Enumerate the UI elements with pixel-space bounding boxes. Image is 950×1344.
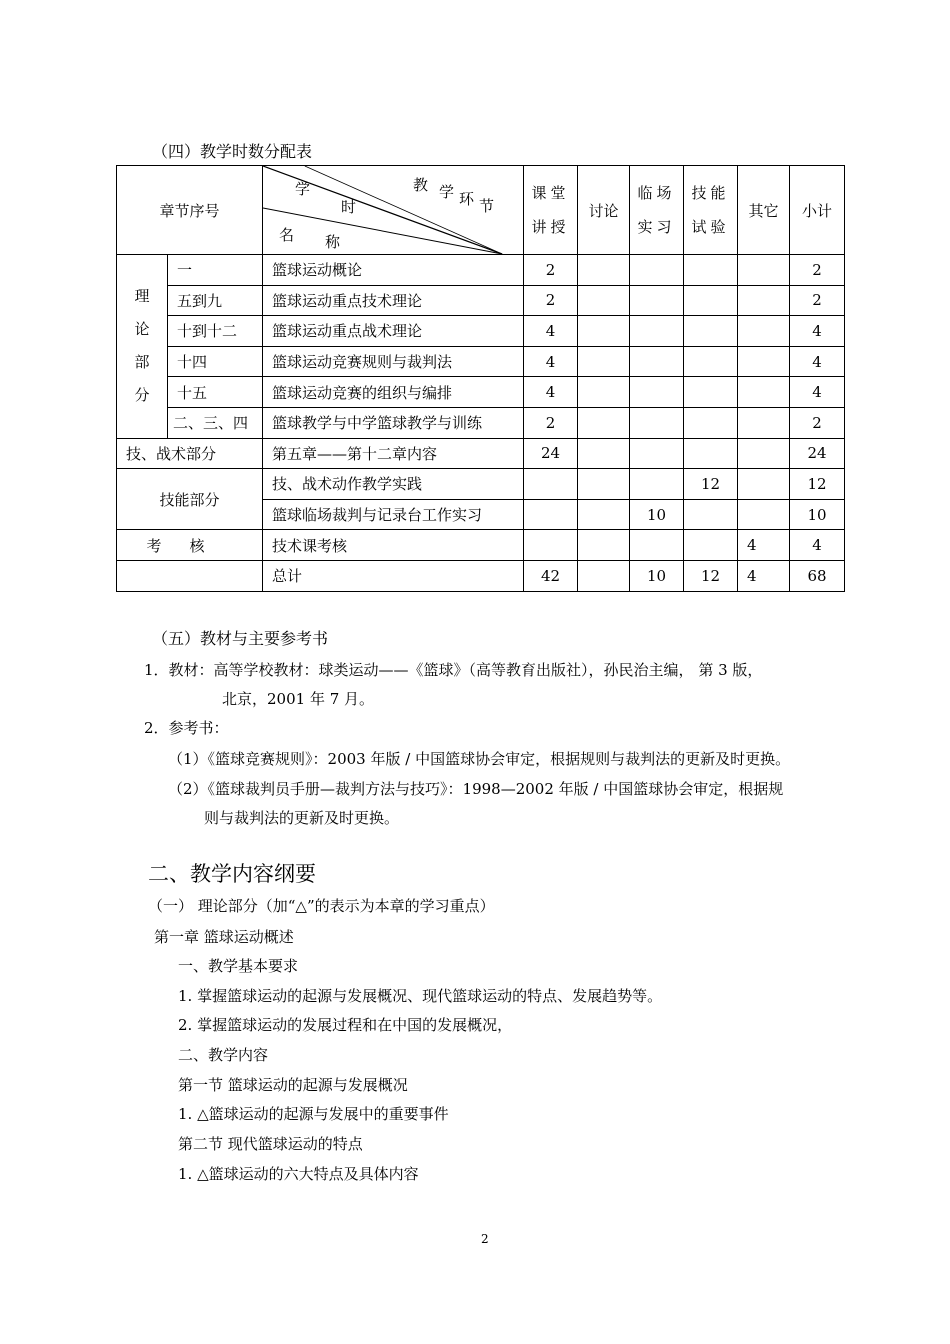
chapter-number: 十到十二 [168, 316, 263, 347]
total-lecture: 42 [524, 560, 578, 591]
table-row [117, 316, 845, 347]
total-other: 4 [738, 560, 790, 591]
ref2-title: 2．参考书： [144, 719, 229, 737]
lecture-hours: 4 [524, 316, 578, 347]
part2-title: 二、教学内容纲要 [148, 862, 316, 886]
diag-word-xue: 学 [295, 180, 311, 198]
chapter-name: 第五章——第十二章内容 [263, 438, 524, 469]
chapter-number: 十五 [168, 377, 263, 408]
skill-group-label: 技能部分 [117, 469, 263, 530]
header-lecture-line2: 讲授 [531, 218, 570, 236]
section2-item: 1. △篮球运动的六大特点及具体内容 [178, 1165, 419, 1183]
table-row [117, 377, 845, 408]
header-lecture-line1: 课堂 [531, 184, 570, 202]
part2-subtitle: （一） 理论部分（加“△”的表示为本章的学习重点） [148, 897, 495, 915]
header-chapter-number: 章节序号 [117, 166, 263, 255]
teaching-hours-table [116, 165, 845, 592]
chapter-name: 篮球运动重点技术理论 [263, 285, 524, 316]
chapter-number: 十四 [168, 346, 263, 377]
subtotal-hours: 2 [790, 255, 845, 286]
header-lecture [524, 166, 578, 255]
field-practice-hours: 10 [630, 499, 684, 530]
table-row [117, 285, 845, 316]
lecture-hours: 4 [524, 346, 578, 377]
chapter-name: 篮球运动竞赛的组织与编排 [263, 377, 524, 408]
total-label: 总计 [263, 560, 524, 591]
ref2-item2-line2: 则与裁判法的更新及时更换。 [204, 809, 400, 827]
ref2-item2-line1: （2）《篮球裁判员手册—裁判方法与技巧》：1998—2002 年版 / 中国篮球协会审定，根据规 [168, 780, 784, 798]
chapter-name: 技、战术动作教学实践 [263, 469, 524, 500]
content-title: 二、教学内容 [178, 1046, 269, 1064]
subtotal-hours: 24 [790, 438, 845, 469]
table-row [117, 346, 845, 377]
subtotal-hours: 4 [790, 346, 845, 377]
section2-title: 第二节 现代篮球运动的特点 [178, 1135, 363, 1153]
table-row [117, 438, 845, 469]
page-number: 2 [481, 1232, 489, 1246]
chapter-name: 篮球教学与中学篮球教学与训练 [263, 407, 524, 438]
section1-title: 第一节 篮球运动的起源与发展概况 [178, 1076, 408, 1094]
theory-char-1: 理 [134, 287, 150, 306]
lecture-hours: 24 [524, 438, 578, 469]
header-discussion: 讨论 [578, 166, 630, 255]
chapter-name: 篮球运动概论 [263, 255, 524, 286]
diag-word-ming: 名 [279, 226, 295, 244]
ref2-item1: （1）《篮球竞赛规则》：2003 年版 / 中国篮球协会审定，根据规则与裁判法的更新及时更换。 [168, 750, 791, 768]
theory-char-4: 分 [134, 386, 150, 405]
diag-word-jiao: 教 [413, 176, 429, 194]
chapter1-title: 第一章 篮球运动概述 [154, 928, 294, 946]
lecture-hours: 4 [524, 377, 578, 408]
other-hours: 4 [738, 530, 790, 561]
table-total-row [117, 560, 845, 591]
section4-title: （四）教学时数分配表 [152, 142, 313, 161]
total-field-practice: 10 [630, 560, 684, 591]
subtotal-hours: 10 [790, 499, 845, 530]
section1-item: 1. △篮球运动的起源与发展中的重要事件 [178, 1105, 449, 1123]
header-field-line2: 实习 [637, 218, 676, 236]
table-row [117, 255, 845, 286]
ref1-line2: 北京，2001 年 7 月。 [222, 690, 375, 708]
subtotal-hours: 2 [790, 285, 845, 316]
table-row [117, 469, 845, 500]
subtotal-hours: 4 [790, 316, 845, 347]
header-field-line1: 临场 [637, 184, 676, 202]
skill-test-hours: 12 [684, 469, 738, 500]
theory-char-2: 论 [134, 320, 150, 339]
lecture-hours: 2 [524, 285, 578, 316]
diag-word-shi: 时 [341, 198, 357, 216]
subtotal-hours: 4 [790, 377, 845, 408]
exam-group-label [117, 530, 263, 561]
chapter-number: 一 [168, 255, 263, 286]
requirement-1: 1. 掌握篮球运动的起源与发展概况、现代篮球运动的特点、发展趋势等。 [178, 987, 663, 1005]
chapter-name: 篮球运动重点战术理论 [263, 316, 524, 347]
exam-label-text: 考核 [146, 536, 233, 555]
section5-title: （五）教材与主要参考书 [152, 629, 329, 648]
table-row [117, 530, 845, 561]
chapter-name: 篮球临场裁判与记录台工作实习 [263, 499, 524, 530]
header-skill-line1: 技能 [691, 184, 730, 202]
header-diagonal-cell [263, 166, 524, 255]
header-subtotal: 小计 [790, 166, 845, 255]
table-header-row [117, 166, 845, 255]
diag-word-xue2: 学 [439, 183, 455, 201]
subtotal-hours: 4 [790, 530, 845, 561]
table-row [117, 407, 845, 438]
total-subtotal: 68 [790, 560, 845, 591]
diag-word-jie: 节 [479, 197, 495, 215]
ref1-line1: 1．教材：高等学校教材：球类运动——《篮球》（高等教育出版社），孙民治主编， 第 3 版， [144, 661, 763, 679]
diag-word-cheng: 称 [325, 233, 341, 251]
header-skill-test [684, 166, 738, 255]
subtotal-hours: 2 [790, 407, 845, 438]
diag-word-huan: 环 [459, 190, 475, 208]
requirements-title: 一、教学基本要求 [178, 957, 299, 975]
chapter-name: 技术课考核 [263, 530, 524, 561]
chapter-number: 五到九 [168, 285, 263, 316]
header-other: 其它 [738, 166, 790, 255]
total-skill-test: 12 [684, 560, 738, 591]
chapter-number: 二、三、四 [168, 407, 263, 438]
chapter-name: 篮球运动竞赛规则与裁判法 [263, 346, 524, 377]
subtotal-hours: 12 [790, 469, 845, 500]
lecture-hours: 2 [524, 407, 578, 438]
lecture-hours: 2 [524, 255, 578, 286]
requirement-2: 2. 掌握篮球运动的发展过程和在中国的发展概况， [178, 1016, 513, 1034]
theory-group-label [117, 255, 168, 439]
tactics-group-label: 技、战术部分 [117, 438, 263, 469]
header-skill-line2: 试验 [691, 218, 730, 236]
header-field-practice [630, 166, 684, 255]
theory-char-3: 部 [134, 353, 150, 372]
